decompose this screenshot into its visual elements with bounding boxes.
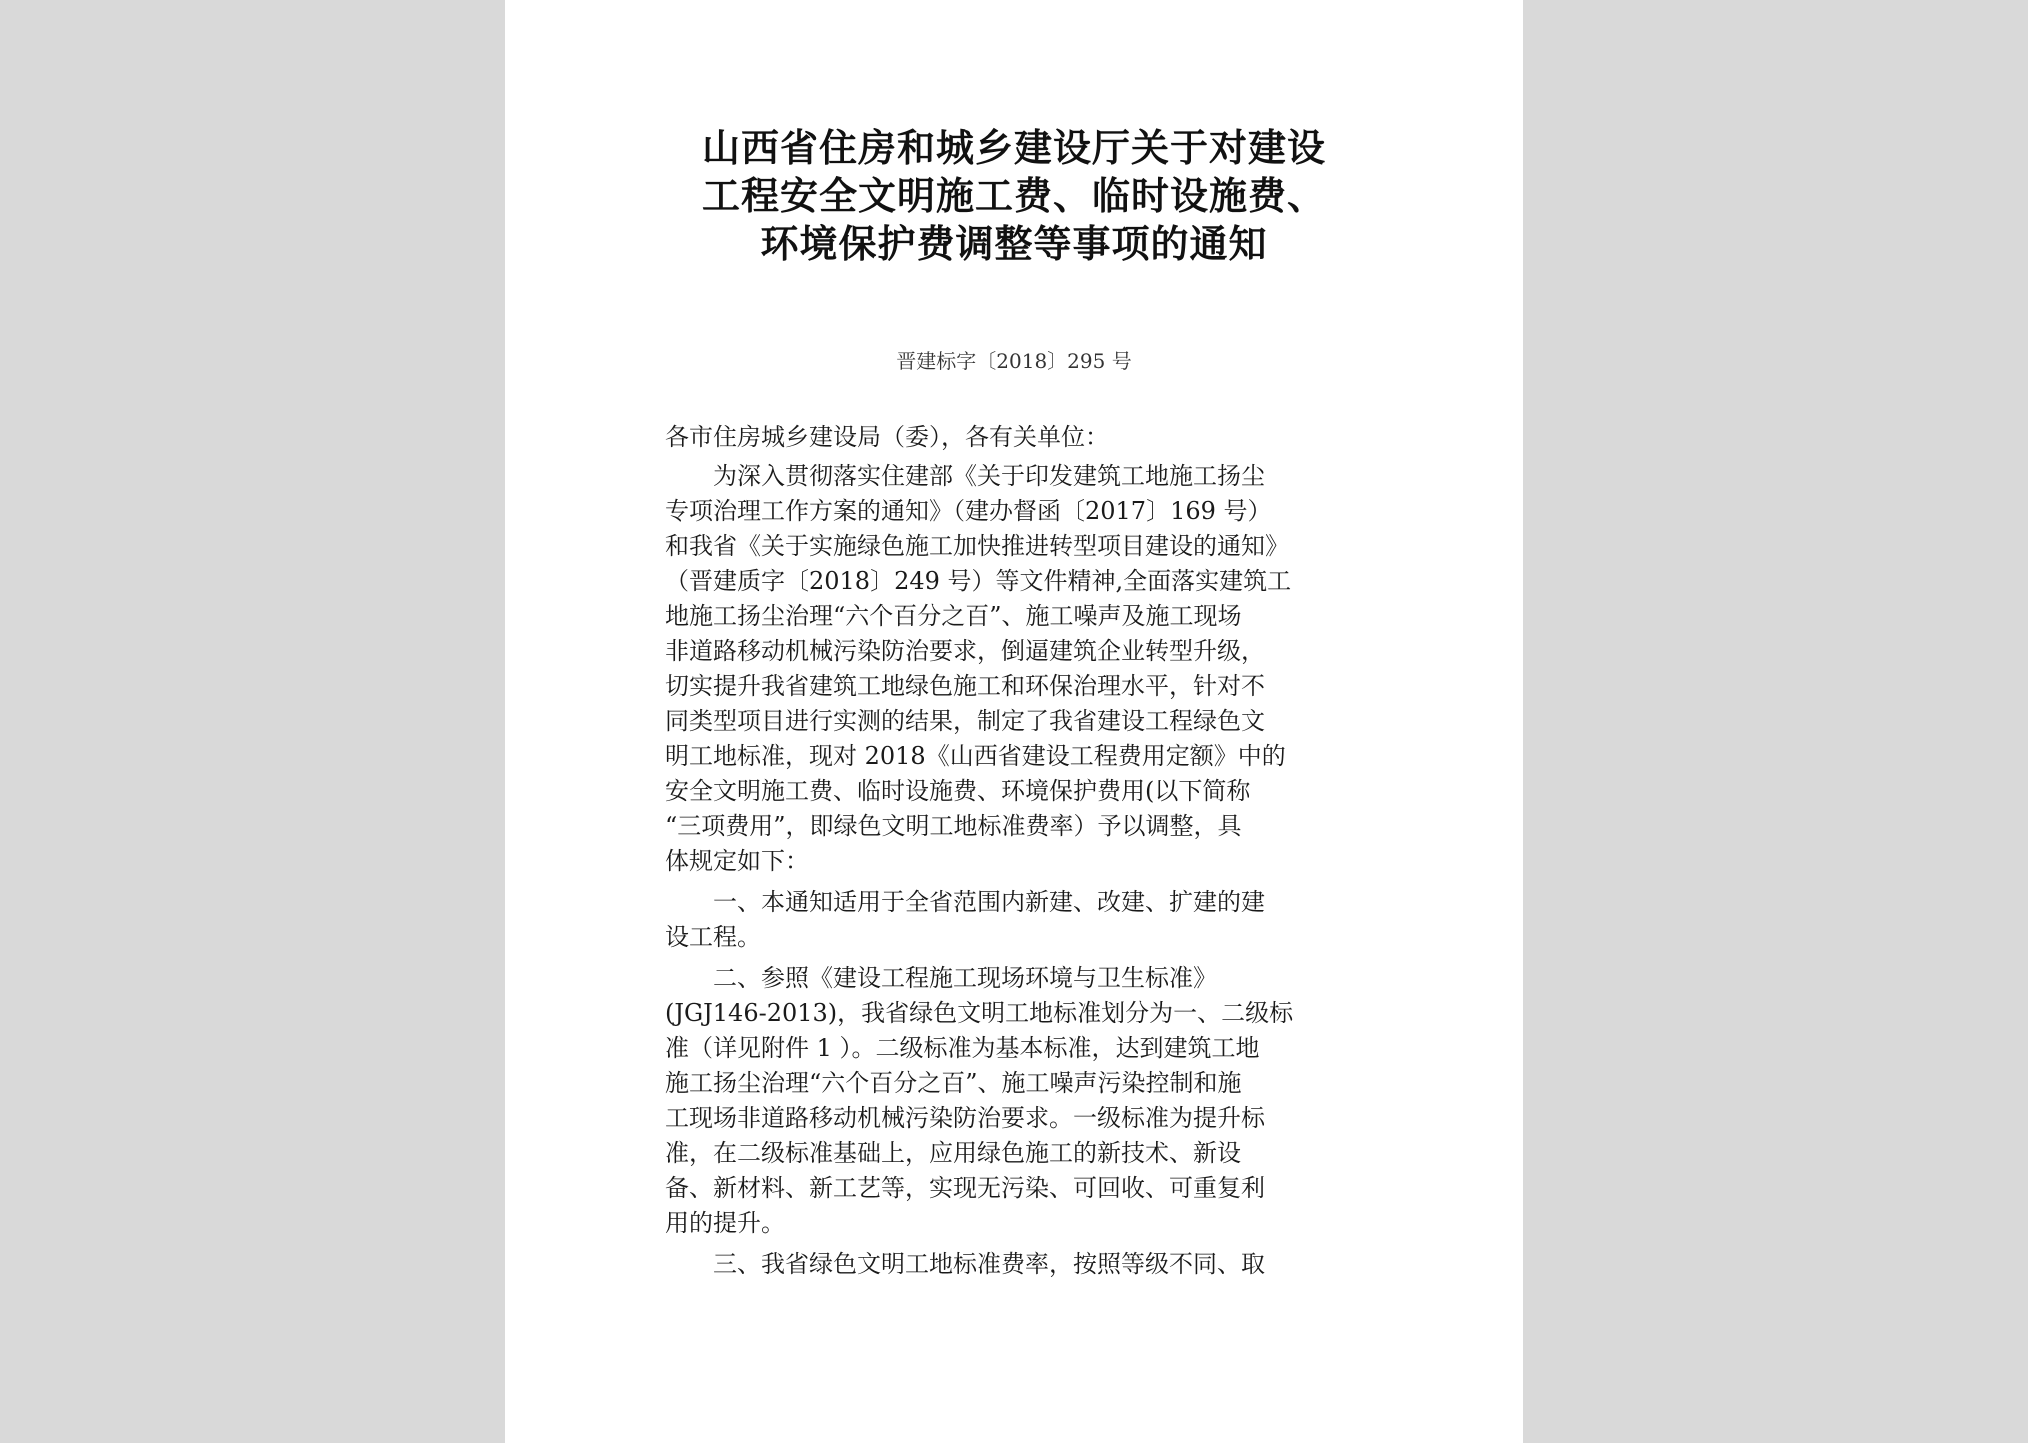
paragraph-intro — [665, 459, 1385, 879]
paragraph-item-2 — [665, 961, 1385, 1241]
paragraph-line: 专项治理工作方案的通知》（建办督函〔2017〕169 号） — [665, 497, 1272, 525]
paragraph-line: 非道路移动机械污染防治要求，倒逼建筑企业转型升级， — [665, 637, 1265, 665]
paragraph-line: “三项费用”，即绿色文明工地标准费率）予以调整，具 — [665, 812, 1242, 840]
title-line: 工程安全文明施工费、临时设施费、 — [701, 174, 1326, 218]
document-title — [505, 124, 1523, 268]
paragraph-line: 和我省《关于实施绿色施工加快推进转型项目建设的通知》 — [665, 532, 1289, 560]
paragraph-line: 工现场非道路移动机械污染防治要求。一级标准为提升标 — [665, 1104, 1265, 1132]
paragraph-line: 准，在二级标准基础上，应用绿色施工的新技术、新设 — [665, 1139, 1241, 1167]
paragraph-line: 同类型项目进行实测的结果，制定了我省建设工程绿色文 — [665, 707, 1265, 735]
title-line: 山西省住房和城乡建设厅关于对建设 — [701, 126, 1326, 170]
paragraph-line: 二、参照《建设工程施工现场环境与卫生标准》 — [713, 964, 1217, 992]
paragraph-line: 为深入贯彻落实住建部《关于印发建筑工地施工扬尘 — [713, 462, 1265, 490]
paragraph-line: 准（详见附件 1 ）。二级标准为基本标准，达到建筑工地 — [665, 1034, 1260, 1062]
paragraph-line: （晋建质字〔2018〕249 号）等文件精神,全面落实建筑工 — [665, 567, 1292, 595]
paragraph-line: 一、本通知适用于全省范围内新建、改建、扩建的建 — [713, 888, 1265, 916]
paragraph-line: 用的提升。 — [665, 1209, 785, 1237]
paragraph-line: 切实提升我省建筑工地绿色施工和环保治理水平，针对不 — [665, 672, 1265, 700]
paragraph-line: 体规定如下： — [665, 847, 809, 875]
paragraph-line: (JGJ146-2013)，我省绿色文明工地标准划分为一、二级标 — [665, 999, 1294, 1027]
paragraph-line: 设工程。 — [665, 923, 761, 951]
salutation: 各市住房城乡建设局（委），各有关单位： — [665, 423, 1109, 451]
paragraph-line: 三、我省绿色文明工地标准费率，按照等级不同、取 — [713, 1250, 1265, 1278]
paragraph-line: 施工扬尘治理“六个百分之百”、施工噪声污染控制和施 — [665, 1069, 1242, 1097]
document-number: 晋建标字〔2018〕295 号 — [896, 349, 1132, 373]
title-line: 环境保护费调整等事项的通知 — [760, 222, 1268, 266]
paragraph-line: 安全文明施工费、临时设施费、环境保护费用(以下简称 — [665, 777, 1251, 805]
document-body — [665, 420, 1385, 1288]
paragraph-item-1 — [665, 885, 1385, 955]
document-page — [505, 0, 1523, 1443]
paragraph-item-3 — [665, 1247, 1385, 1282]
paragraph-line: 备、新材料、新工艺等，实现无污染、可回收、可重复利 — [665, 1174, 1265, 1202]
paragraph-line: 地施工扬尘治理“六个百分之百”、施工噪声及施工现场 — [665, 602, 1242, 630]
paragraph-line: 明工地标准，现对 2018《山西省建设工程费用定额》中的 — [665, 742, 1286, 770]
